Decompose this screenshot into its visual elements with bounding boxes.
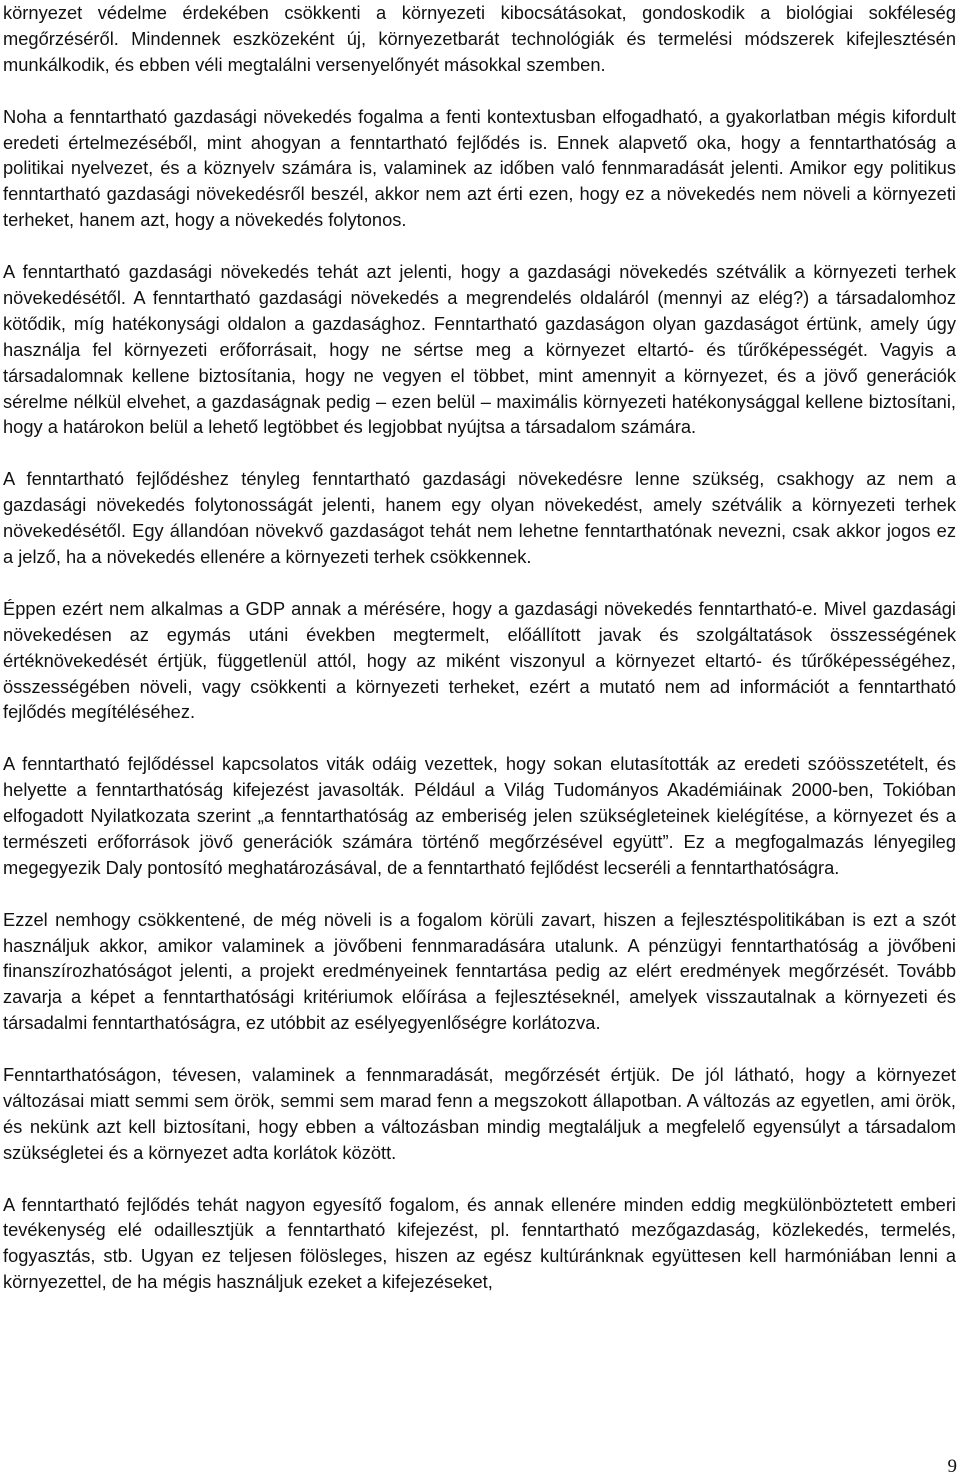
paragraph-sustainable-growth-concept: Noha a fenntartható gazdasági növekedés fogalma a fenti kontextusban elfogadható, a gyakorlatban mégis kifordult eredeti értelmezéséből, mint ahogyan a fenntartható fejlődés is. Ennek alapvető oka, hogy a fenntarthatóság a politikai nyelvezet, és a köznyelv számára is, valaminek az időben való fennmaradását jelenti. Amikor egy politikus fenntartható gazdasági növekedésről beszél, akkor nem azt érti ezen, hogy ez a növekedés nem növeli a környezeti terheket, hanem azt, hogy a növekedés folytonos. xyxy=(3,105,956,231)
paragraph-confusion: Ezzel nemhogy csökkentené, de még növeli is a fogalom körüli zavart, hiszen a fejlesztéspolitikában is ezt a szót használjuk akkor, amikor valaminek a jövőbeni fennmaradására utalunk. A pénzügyi fenntarthatóság a jövőbeni finanszírozhatóságot jelenti, a projekt eredményeinek fenntartása pedig az elért eredmények megőrzését. Tovább zavarja a képet a fenntarthatósági kritériumok előírása a fejlesztéseknél, amelyek visszautalnak a környezeti és társadalmi fenntarthatóságra, ez utóbbit az esélyegyenlőségre korlátozva. xyxy=(3,908,956,1034)
document-page xyxy=(3,0,956,1321)
paragraph-sustainable-growth-meaning: A fenntartható gazdasági növekedés tehát azt jelenti, hogy a gazdasági növekedés szétválik a környezeti terhek növekedésétől. A fenntartható gazdasági növekedés a megrendelés oldaláról (mennyi az elég?) a társadalomhoz kötődik, míg hatékonysági oldalon a gazdasághoz. Fenntartható gazdaságon olyan gazdaságot értünk, amely úgy használja fel környezeti erőforrásait, hogy ne sértse meg a környezet eltartó- és tűrőképességét. Vagyis a társadalomnak kellene biztosítania, hogy ne vegyen el többet, mint amennyit a környezet, és a jövő generációk sérelme nélkül elvehet, a gazdaságnak pedig – ezen belül – maximális környezeti hatékonysággal kellene biztosítani, hogy a határokon belül a lehető legtöbbet és legjobbat nyújtsa a társadalom számára. xyxy=(3,261,956,438)
paragraph-sustainability-debates: A fenntartható fejlődéssel kapcsolatos viták odáig vezettek, hogy sokan elutasították az eredeti szóösszetételt, és helyette a fenntarthatóság kifejezést javasolták. Például a Világ Tudományos Akadémiáinak 2000-ben, Tokióban elfogadott Nyilatkozata szerint „a fenntarthatóság az emberiség jelen szükségleteinek kielégítése, a környezet és a természeti erőforrások jövő generációk számára történő megőrzésével együtt”. Ez a megfogalmazás lényegileg megegyezik Daly pontosító meghatározásával, de a fenntartható fejlődést lecseréli a fenntarthatóságra. xyxy=(3,753,956,878)
paragraph-gdp-measurement: Éppen ezért nem alkalmas a GDP annak a mérésére, hogy a gazdasági növekedés fenntartható-e. Mivel gazdasági növekedésen az egymás utáni években megtermelt, előállított javak és szolgáltatások összességének értéknövekedését értjük, függetlenül attól, hogy az miként viszonyul a környezet eltartó- és tűrőképességéhez, összességében növeli, vagy csökkenti a környezeti terheket, ezért a mutató nem ad információt a fenntartható fejlődés megítéléséhez. xyxy=(3,597,956,723)
paragraph-sustainable-development-growth: A fenntartható fejlődéshez tényleg fenntartható gazdasági növekedésre lenne szükség, csakhogy az nem a gazdasági növekedés folytonosságát jelenti, hanem egy olyan növekedést, amely szétválik a környezeti terhek növekedésétől. Egy állandóan növekvő gazdaságot tehát nem lehetne fenntarthatónak nevezni, csak akkor jogos ez a jelző, ha a növekedés ellenére a környezeti terhek csökkennek. xyxy=(3,468,956,567)
paragraph-change: Fenntarthatóságon, tévesen, valaminek a fennmaradását, megőrzését értjük. De jól látható, hogy a környezet változásai miatt semmi sem örök, semmi sem marad fenn a megszokott állapotban. A változás az egyetlen, ami örök, és nekünk azt kell biztosítani, hogy ebben a változásban mindig megtaláljuk a megfelelő egyensúlyt a társadalom szükségletei és a környezet adta korlátok között. xyxy=(3,1064,956,1163)
paragraph-environment-protection: környezet védelme érdekében csökkenti a környezeti kibocsátásokat, gondoskodik a biológiai sokféleség megőrzéséről. Mindennek eszközeként új, környezetbarát technológiák és termelési módszerek kifejlesztésén munkálkodik, és ebben véli megtalálni versenyelőnyét másokkal szemben. xyxy=(3,2,956,75)
paragraph-unifying-concept: A fenntartható fejlődés tehát nagyon egyesítő fogalom, és annak ellenére minden eddig megkülönböztetett emberi tevékenység elé odaillesztjük a fenntartható kifejezést, pl. fenntartható mezőgazdaság, közlekedés, termelés, fogyasztás, stb. Ugyan ez teljesen fölösleges, hiszen az egész kultúránknak együttesen kell harmóniában lenni a környezettel, de ha mégis használjuk ezeket a kifejezéseket, xyxy=(3,1193,956,1293)
page-number: 9 xyxy=(947,1456,957,1477)
